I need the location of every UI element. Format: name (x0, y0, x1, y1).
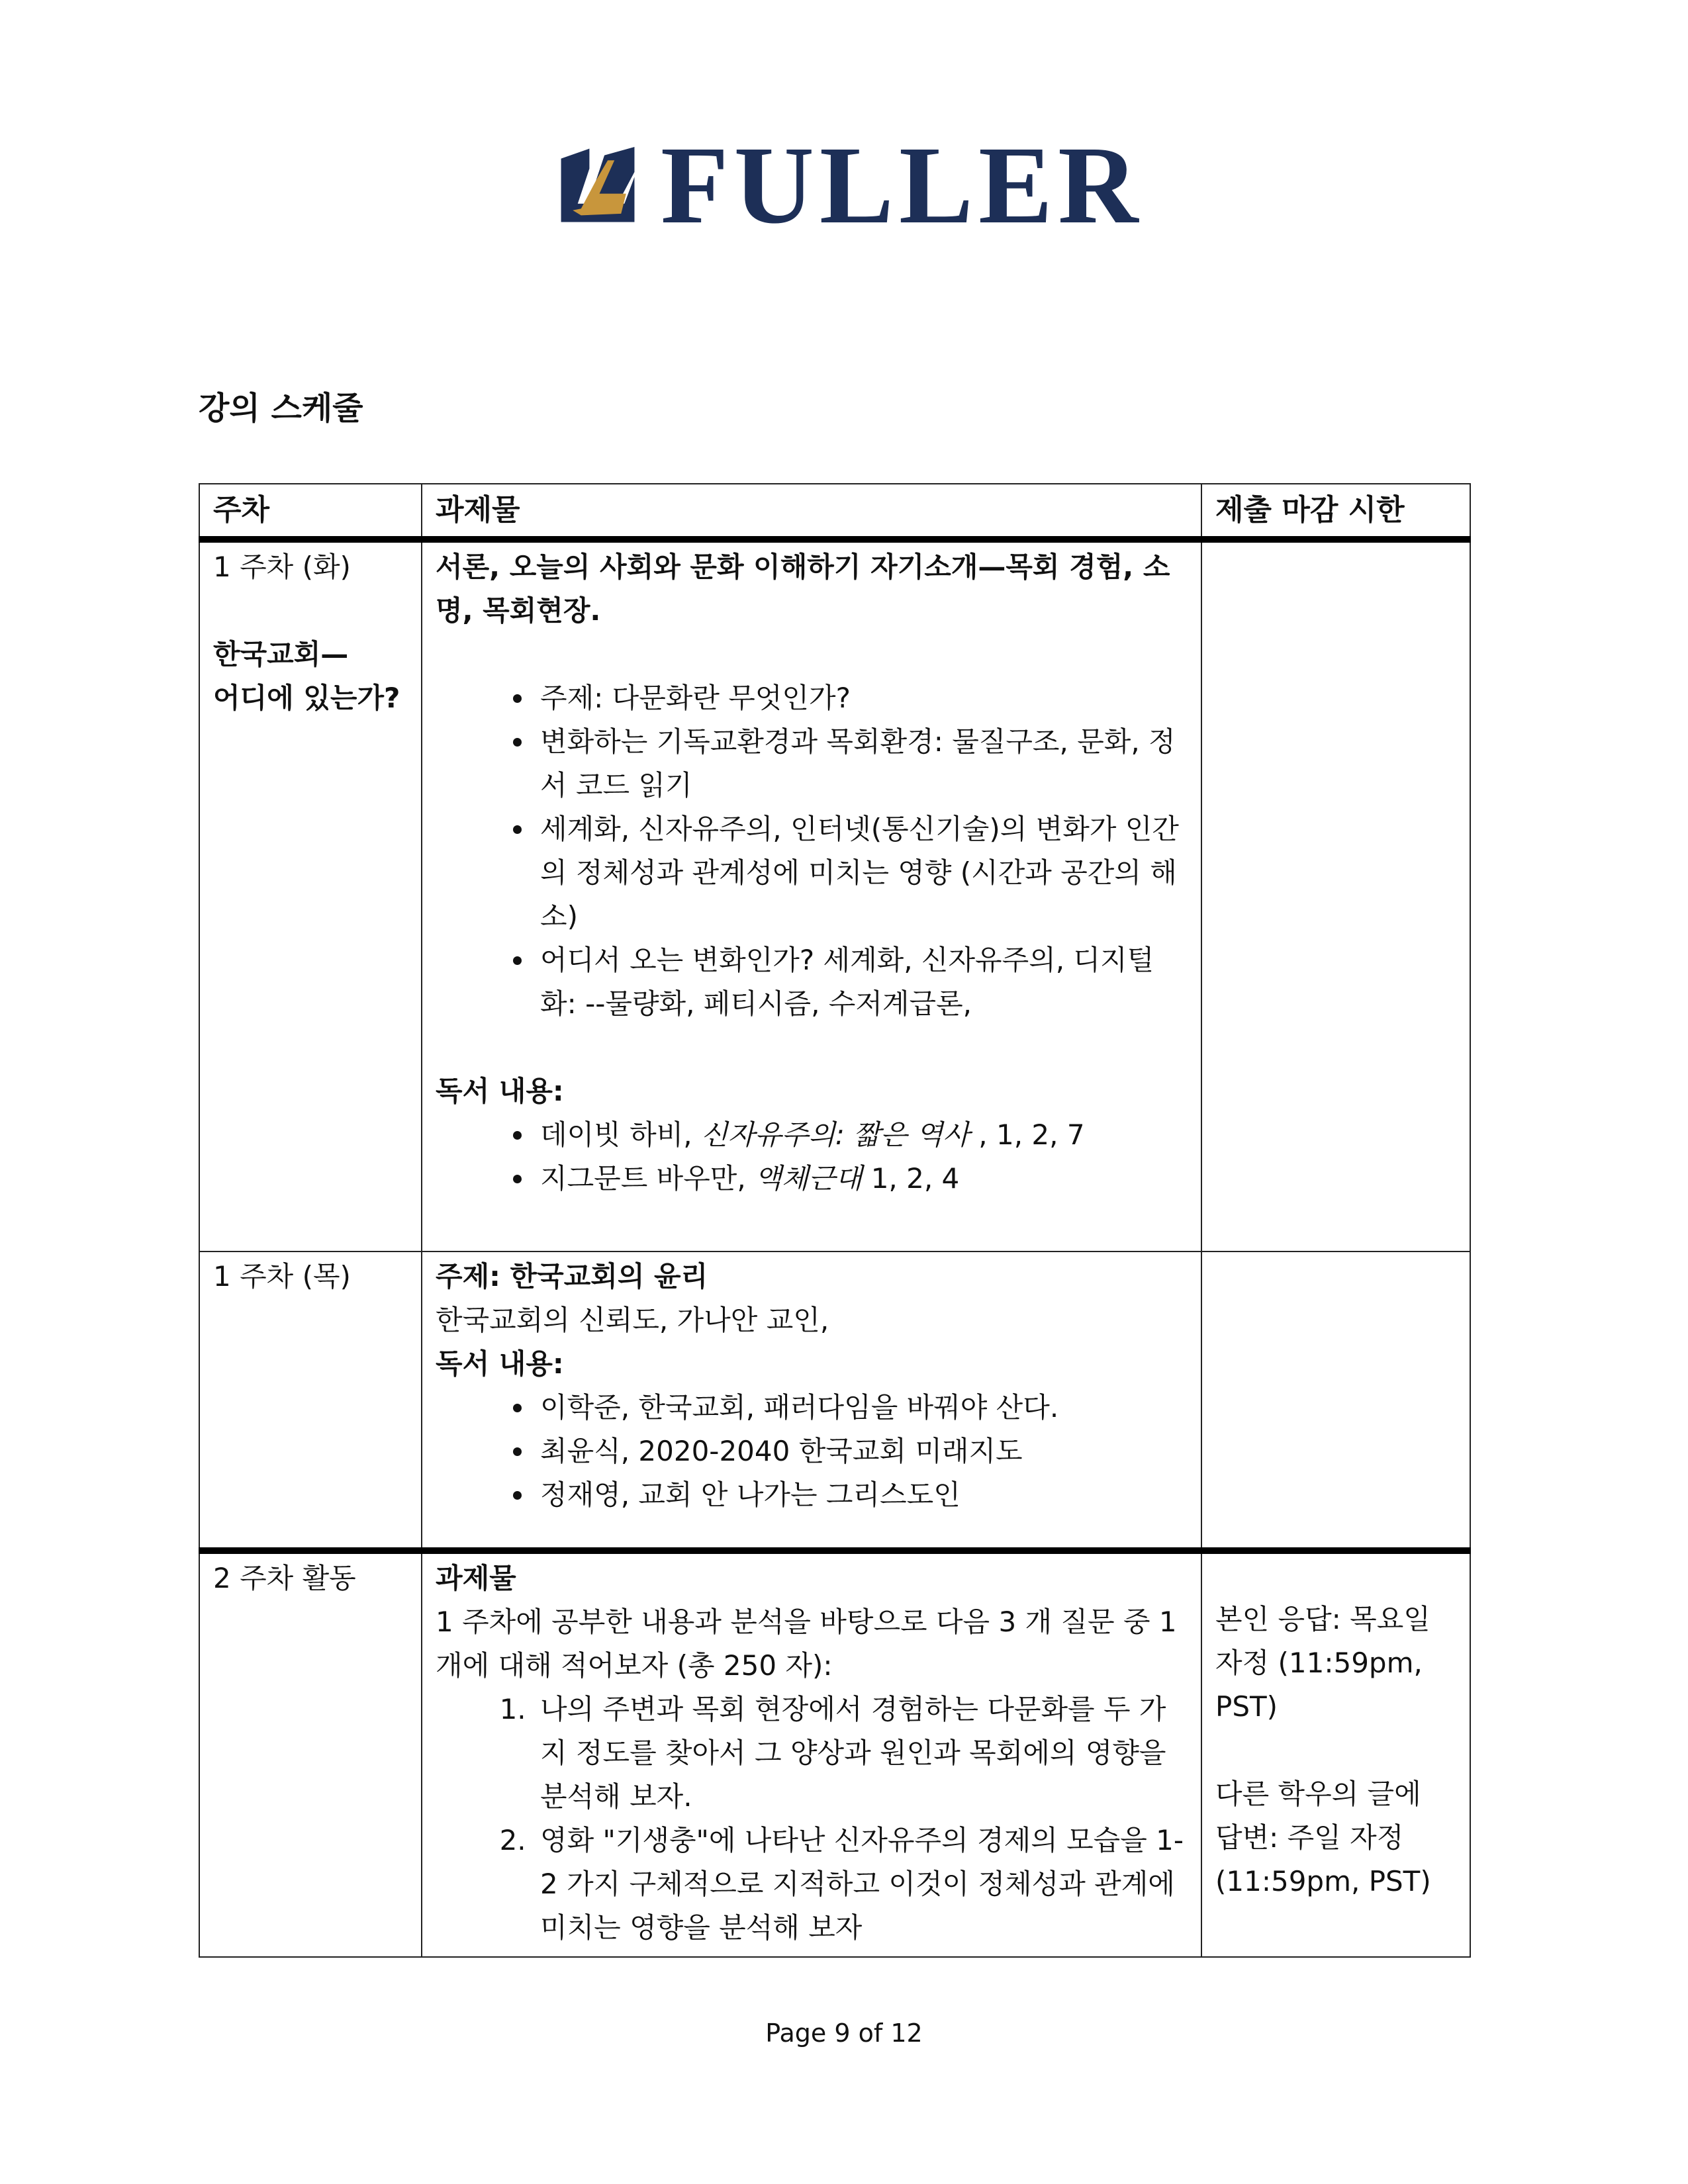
reading-author: 데이빗 하비, (540, 1118, 701, 1151)
week-cell (199, 1251, 422, 1551)
table-row (199, 1251, 1470, 1551)
list-item: • 이학준, 한국교회, 패러다임을 바꿔야 산다. (535, 1386, 1188, 1430)
assignment-intro: 1 주차에 공부한 내용과 분석을 바탕으로 다음 3 개 질문 중 1 개에 대해 적어보자 (총 250 자): (436, 1606, 1177, 1682)
assignment-cell (422, 1251, 1201, 1551)
table-row (199, 1551, 1470, 1957)
week-cell (199, 539, 422, 1251)
reading-title: 신자유주의: 짧은 역사 (700, 1118, 979, 1151)
fuller-logo (556, 124, 1144, 247)
session-title: 주제: 한국교회의 윤리 (436, 1260, 708, 1293)
deadline-cell (1201, 1551, 1470, 1957)
list-item: • 최윤식, 2020-2040 한국교회 미래지도 (535, 1430, 1188, 1473)
logo-wordmark: FULLER (661, 124, 1144, 247)
assignment-cell (422, 539, 1201, 1251)
deadline-response: 본인 응답: 목요일 자정 (11:59pm, PST) (1215, 1603, 1430, 1723)
week-label: 1 주차 (화) (213, 551, 351, 583)
header-assignment: 과제물 (422, 484, 1201, 539)
deadline-cell (1201, 1251, 1470, 1551)
list-item (535, 1157, 1188, 1201)
fuller-book-icon (556, 144, 639, 227)
week-label: 2 주차 활동 (213, 1562, 356, 1594)
reading-list (436, 1386, 1188, 1517)
session-description: 한국교회의 신뢰도, 가나안 교인, (436, 1304, 829, 1336)
list-item: • 어디서 오는 변화인가? 세계화, 신자유주의, 디지털화: --물량화, 페티시즘, 수저계급론, (535, 938, 1188, 1026)
reading-label: 독서 내용: (436, 1347, 564, 1380)
header-deadline: 제출 마감 시한 (1201, 484, 1470, 539)
page-title: 강의 스케줄 (199, 390, 363, 427)
reading-chapters: 1, 2, 4 (862, 1162, 960, 1195)
week-cell (199, 1551, 422, 1957)
assignment-title: 과제물 (436, 1562, 516, 1594)
schedule-table (199, 483, 1471, 1958)
reading-list (436, 1113, 1188, 1201)
question-list (436, 1688, 1188, 1950)
session-title: 서론, 오늘의 사회와 문화 이해하기 자기소개—목회 경험, 소명, 목회현장. (436, 551, 1170, 627)
header-week: 주차 (199, 484, 422, 539)
deadline-cell (1201, 539, 1470, 1251)
reading-title: 액체근대 (755, 1162, 863, 1195)
list-item: • 정재영, 교회 안 나가는 그리스도인 (535, 1473, 1188, 1517)
list-item: • 변화하는 기독교환경과 목회환경: 물질구조, 문화, 정서 코드 읽기 (535, 720, 1188, 807)
table-header-row (199, 484, 1470, 539)
assignment-cell (422, 1551, 1201, 1957)
week-subtitle: 한국교회— 어디에 있는가? (213, 638, 400, 714)
topic-list (436, 676, 1188, 1026)
list-item: 1. 나의 주변과 목회 현장에서 경험하는 다문화를 두 가지 정도를 찾아서 그 양상과 원인과 목회에의 영향을 분석해 보자. (535, 1688, 1188, 1819)
list-item (535, 1113, 1188, 1157)
deadline-reply: 다른 학우의 글에 답변: 주일 자정 (11:59pm, PST) (1215, 1778, 1431, 1897)
reading-author: 지그문트 바우만, (540, 1162, 755, 1195)
list-item: • 주제: 다문화란 무엇인가? (535, 676, 1188, 720)
list-item: 2. 영화 "기생충"에 나타난 신자유주의 경제의 모습을 1-2 가지 구체적으로 지적하고 이것이 정체성과 관계에 미치는 영향을 분석해 보자 (535, 1819, 1188, 1950)
week-label: 1 주차 (목) (213, 1260, 351, 1293)
list-item: • 세계화, 신자유주의, 인터넷(통신기술)의 변화가 인간의 정체성과 관계성에 미치는 영향 (시간과 공간의 해소) (535, 807, 1188, 938)
reading-chapters: , 1, 2, 7 (978, 1118, 1085, 1151)
page-number: Page 9 of 12 (765, 2019, 923, 2048)
reading-label: 독서 내용: (436, 1075, 564, 1107)
table-row (199, 539, 1470, 1251)
